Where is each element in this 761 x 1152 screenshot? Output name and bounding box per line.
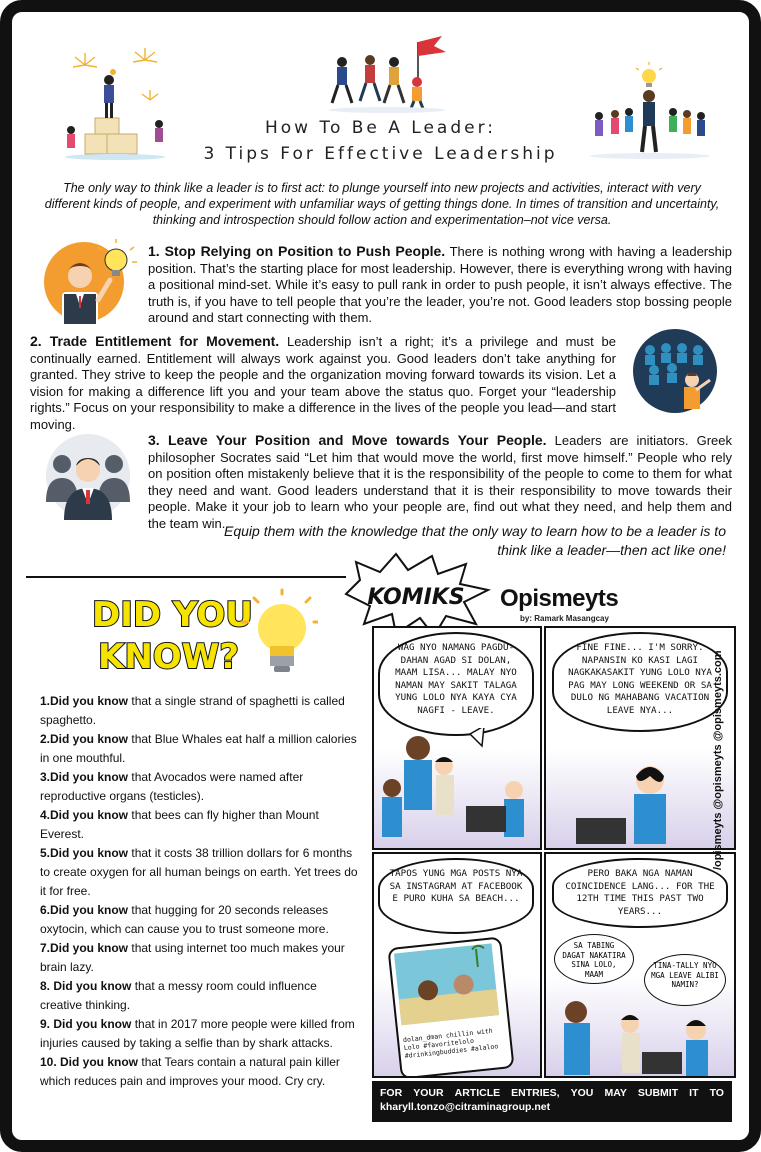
- lightbulb-icon: [238, 588, 318, 680]
- komiks-label: KOMIKS: [367, 585, 465, 610]
- tip-3-body: Leaders are initiators. Greek philosopher Socrates said “Let him that would move the world, first move himself.” People who rely on position often mistakenly believe that it is the responsibility of the people to come to them for what they need and want. Good leaders understand that it is their responsibility to move towards their people. Make it your job to learn who your people are, find out what they need, and help them and the team win.: [148, 433, 732, 531]
- phone-caption: dolan_dman chillin with Lolo #favoritelolo #drinkingbuddies #alaloo: [402, 1026, 499, 1061]
- speech-bubble: TAPOS YUNG MGA POSTS NYA SA INSTAGRAM AT FACEBOOK E PURO KUHA SA BEACH...: [378, 858, 534, 934]
- section-divider: [26, 576, 346, 578]
- list-item: 8. Did you know that a messy room could influence creative thinking.: [40, 979, 317, 1012]
- list-item: 4.Did you know that bees can fly higher than Mount Everest.: [40, 808, 319, 841]
- leader-lightbulb-icon: [42, 238, 138, 324]
- list-item: 9. Did you know that in 2017 more people were killed from injuries caused by taking a selfie than by shark attacks.: [40, 1017, 355, 1050]
- list-item: 10. Did you know that Tears contain a natural pain killer which reduces pain and improves your mood. Cry cry.: [40, 1055, 340, 1088]
- tip-3: [148, 432, 732, 533]
- speech-bubble: FINE FINE... I'M SORRY. NAPANSIN KO KASI LAGI NAGKAKASAKIT YUNG LOLO NYA PAG MAY LONG WEEKEND OR SA DULO NG MAHABANG VACATION LEAVE NYA...: [552, 632, 728, 732]
- team-running-illustration: [322, 30, 452, 115]
- comic-panel-1: [372, 626, 542, 850]
- office-scene-illustration: [546, 758, 734, 848]
- list-item: 6.Did you know that hugging for 20 seconds releases oxytocin, which can cause you to trust someone more.: [40, 903, 329, 936]
- tip-1: [148, 243, 732, 327]
- submission-line: FOR YOUR ARTICLE ENTRIES, YOU MAY SUBMIT IT TO: [380, 1087, 724, 1099]
- intro-paragraph: The only way to think like a leader is to first act: to plunge yourself into new projects and activities, interact with very different kinds of people, and experiment with unfamiliar ways of getting things done. In times of transition and uncertainty, thinking and introspection should follow action and experimentation–not vice versa.: [44, 181, 720, 227]
- did-you-know-line2: KNOW?: [98, 637, 239, 677]
- tip-2-body: Leadership isn’t a right; it’s a privilege and must be continually earned. Entitlement will always work against you. Good leaders don’t take anything for granted. They strive to keep the people and the organization moving forward towards its vision. Let a vision for making a difference lift you and your team above the status quo. Forget your “leadership rights.” Focus on your responsibility to make a difference in the lives of the people you lead—and start moving.: [30, 334, 616, 432]
- comic-panel-4: [544, 852, 736, 1078]
- speech-bubble-small: SA TABING DAGAT NAKATIRA SINA LOLO, MAAM: [554, 934, 634, 984]
- page-title-line2: 3 Tips For Effective Leadership: [203, 144, 558, 164]
- list-item: 1.Did you know that a single strand of spaghetti is called spaghetto.: [40, 694, 345, 727]
- tip-1-body: There is nothing wrong with having a leadership position. That’s the starting place for most leadership. However, there is everything wrong with having a positional mind-set. While it’s easy to pull rank in order to push people, it isn’t always effective. The truth is, if you have to tell people that you’re the leader, you’re not. Good leaders stop bossing people around and start connecting with them.: [148, 244, 732, 326]
- tip-2: [30, 333, 616, 434]
- speech-bubble-small: TINA-TALLY NYO MGA LEAVE ALIBI NAMIN?: [644, 954, 726, 1006]
- social-handles: /opismeyts @opismeyts @opismeyts.com: [712, 650, 724, 870]
- did-you-know-line1: DID YOU: [92, 595, 253, 635]
- list-item: 3.Did you know that Avocados were named after reproductive organs (testicles).: [40, 770, 304, 803]
- page-title-line1: How To Be A Leader:: [264, 118, 497, 138]
- comic-byline: by: Ramark Masangcay: [520, 614, 609, 623]
- submission-footer: [372, 1081, 732, 1122]
- tip-3-heading: 3. Leave Your Position and Move towards Your People.: [148, 432, 547, 448]
- closing-quote: Equip them with the knowledge that the only way to learn how to be a leader is to think like a leader—then act like one!: [224, 523, 726, 558]
- phone-mockup: [387, 936, 514, 1078]
- list-item: 5.Did you know that it costs 38 trillion dollars for 6 months to create oxygen for all human beings on earth. Yet trees do it for free.: [40, 846, 358, 898]
- submission-email[interactable]: kharyll.tonzo@citraminagroup.net: [380, 1101, 551, 1113]
- comic-panel-2: [544, 626, 736, 850]
- presenter-audience-icon: [632, 328, 718, 414]
- speech-bubble: PERO BAKA NGA NAMAN COINCIDENCE LANG... FOR THE 12TH TIME THIS PAST TWO YEARS...: [552, 858, 728, 928]
- beach-photo-icon: [390, 939, 504, 1030]
- comic-panel-3: [372, 852, 542, 1078]
- team-leader-icon: [40, 432, 136, 522]
- list-item: 2.Did you know that Blue Whales eat half a million calories in one mouthful.: [40, 732, 357, 765]
- speech-bubble: WAG NYO NAMANG PAGDU-DAHAN AGAD SI DOLAN, MAAM LISA... MALAY NYO NAMAN MAY SAKIT TALAGA YUNG LOLO NYA KAYA CYA NAGFI - LEAVE.: [378, 632, 534, 736]
- office-scene-illustration: [374, 728, 540, 848]
- list-item: 7.Did you know that using internet too much makes your brain lazy.: [40, 941, 345, 974]
- comic-title: Opismeyts: [500, 585, 619, 612]
- office-scene-illustration: [546, 990, 734, 1076]
- tip-2-heading: 2. Trade Entitlement for Movement.: [30, 333, 280, 349]
- tip-1-heading: 1. Stop Relying on Position to Push People.: [148, 243, 446, 259]
- did-you-know-list: [40, 692, 360, 1091]
- celebration-illustration: [55, 40, 175, 160]
